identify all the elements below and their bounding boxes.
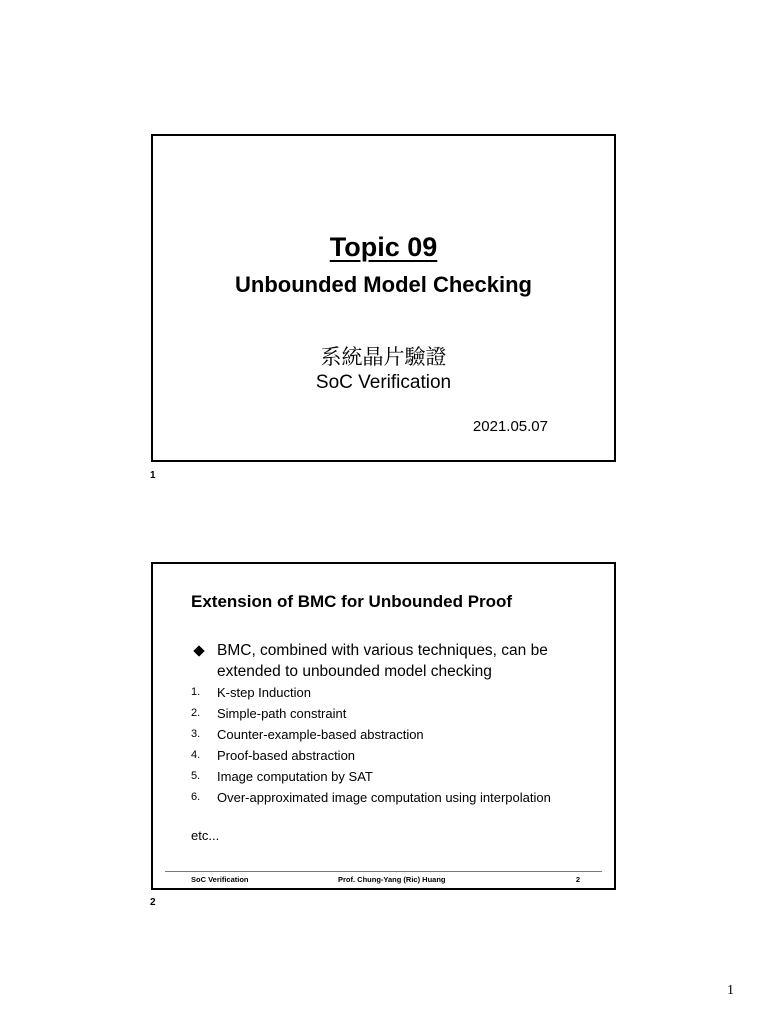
slide-1-topic: Topic 09 (329, 232, 438, 262)
slide-2-bullet (191, 640, 591, 682)
slide-2-numbered-list (191, 684, 591, 810)
list-item-number: 5. (191, 770, 201, 782)
footer-author: Prof. Chung-Yang (Ric) Huang (338, 875, 446, 884)
page-number: 1 (727, 983, 734, 998)
list-item-text: Proof-based abstraction (217, 748, 356, 763)
footer-slide-number: 2 (575, 875, 580, 884)
list-item (191, 789, 591, 806)
footer-course: SoC Verification (191, 875, 249, 884)
slide-1-course-cjk: 系統晶片驗證 (320, 345, 447, 369)
list-item (191, 684, 591, 701)
list-item (191, 726, 591, 743)
list-item-number: 1. (191, 686, 201, 698)
diamond-bullet-icon (193, 645, 204, 656)
list-item (191, 705, 591, 722)
slide-2-bullet-text: BMC, combined with various techniques, can be extended to unbounded model checking (217, 642, 548, 680)
list-item-text: Counter-example-based abstraction (217, 727, 424, 742)
slide-2-title: Extension of BMC for Unbounded Proof (191, 592, 513, 611)
list-item (191, 768, 591, 785)
list-item-number: 2. (191, 707, 201, 719)
list-item-text: Image computation by SAT (217, 769, 373, 784)
slide-2-number: 2 (150, 897, 156, 908)
slide-2 (151, 562, 616, 890)
list-item (191, 747, 591, 764)
list-item-number: 6. (191, 791, 201, 803)
slide-1-course: SoC Verification (315, 372, 452, 393)
list-item-text: Simple-path constraint (217, 706, 347, 721)
slide-1 (151, 134, 616, 462)
slide-1-number: 1 (150, 470, 156, 481)
slide-2-etc: etc... (191, 828, 220, 843)
slide-1-date: 2021.05.07 (472, 418, 548, 435)
list-item-number: 3. (191, 728, 201, 740)
list-item-text: K-step Induction (217, 685, 311, 700)
list-item-text: Over-approximated image computation using interpolation (217, 790, 551, 805)
footer-divider (165, 871, 602, 872)
slide-1-subtitle: Unbounded Model Checking (235, 272, 532, 297)
list-item-number: 4. (191, 749, 201, 761)
